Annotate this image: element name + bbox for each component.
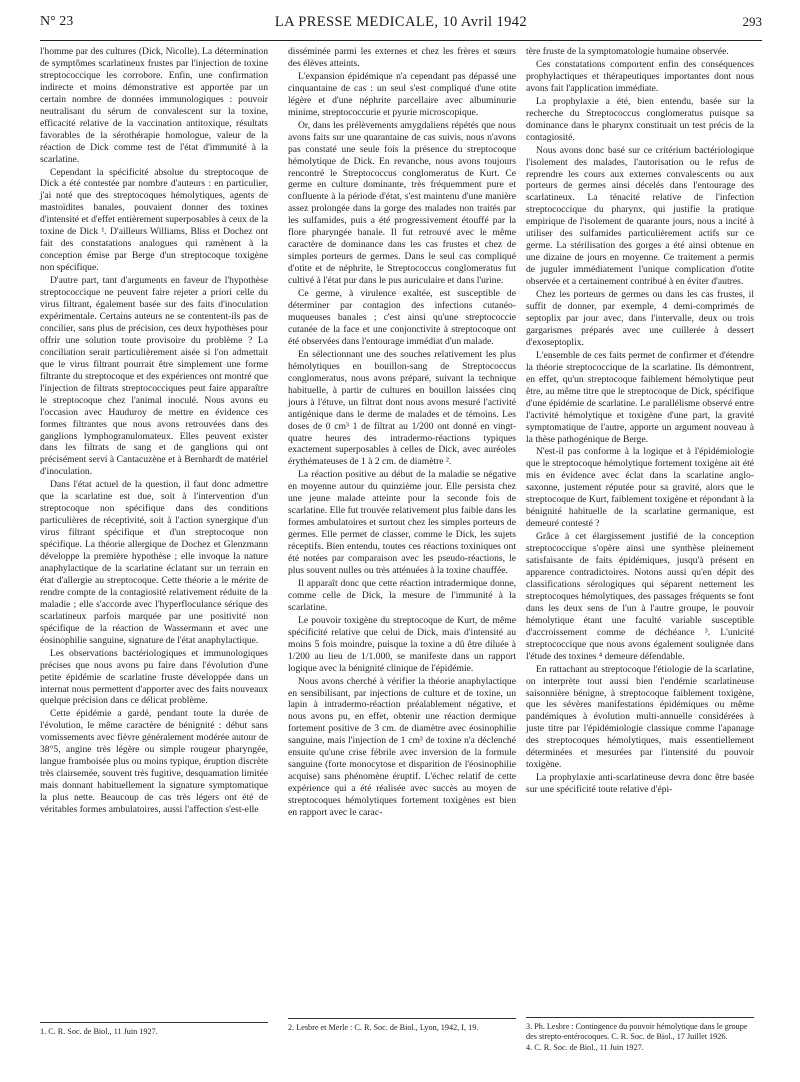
paragraph: En rattachant au streptocoque l'étiologie de la scarlatine, on interprète tout aussi bien l'endémie scarlatineuse saisonnière bénigne, à streptocoque faiblement toxigène, que les sévères manifestations épidémiques ou même pandémiques à évolution multi-annuelle considérées à juste titre par l'épidémiologie classique comme l'apanage des streptocoques hémolytiques, mais essentiellement déterminées et mesurées par l'intensité du pouvoir toxigène. [526,663,754,771]
paragraph: l'homme par des cultures (Dick, Nicolle). La détermination de symptômes scarlatineux frustes par l'injection de toxine streptococcique les corrobore. Enfin, une confirmation indirecte et moins démonstrative est apportée par un certain nombre de données immunologiques : pouvoir neutralisant du sérum de convalescent sur la toxine, efficacité relative de la vaccination antitoxique, résultats favorables de la sérothérapie homologue, valeur de la réaction de Dick comme test de l'état d'immunité à la scarlatine. [40,46,268,165]
footnotes-middle [288,1018,516,1034]
paragraph: En sélectionnant une des souches relativement les plus hémolytiques en bouillon-sang de Streptococcus conglomeratus, nous avons préparé, suivant la technique habituelle, à partir de cultures en bouillon laissées cinq jours à l'étuve, un filtrat dont nous avons mesuré l'activité antigénique dans le derme de malades et de témoins. Les doses de 0 cm³ 1 de filtrat au 1/200 ont donné en vingt-quatre heures des intradermo-réactions typiques exactement superposables à celles de Dick, avec auréoles érythémateuses de 1 à 2 cm. de diamètre ². [288,348,516,468]
footnote: 4. C. R. Soc. de Biol., 11 Juin 1927. [526,1043,644,1052]
paragraph: L'ensemble de ces faits permet de confirmer et d'étendre la théorie streptococcique de la scarlatine. Ils démontrent, en effet, qu'un streptocoque faiblement hémolytique peut être, au même titre que le streptocoque de Dick, spécifique d'une épidémie de scarlatine. Le parallélisme observé entre l'activité hémolytique et toxigène d'une part, la gravité symptomatique de l'autre, apporte un argument nouveau à la thèse pathogénique de Berge. [526,349,754,445]
paragraph: Or, dans les prélèvements amygdaliens répétés que nous avons faits sur une quarantaine de cas suivis, nous n'avons pas constaté une seule fois la présence du streptocoque hémolytique de Dick. En revanche, nous avons toujours rencontré le Streptococcus conglomeratus de Kurt. Ce germe en culture dominante, très fréquemment pure et confluente à la période d'état, s'est maintenu d'une manière assez prolongée dans la gorge des malades non traités par les sulfamides, puis a été progressivement étouffé par la flore pharyngée banale. Il fut retrouvé avec le même caractère de dominance dans les cas frustes et chez de simples porteurs de germes. Dans le seul cas compliqué d'otite et de néphrite, le Streptococcus conglomeratus fut cultivé à l'état pur dans le pus auriculaire et dans l'urine. [288,119,516,287]
text-column-middle [288,46,516,1001]
paragraph: disséminée parmi les externes et chez les frères et sœurs des élèves atteints. [288,46,516,69]
paragraph: D'autre part, tant d'arguments en faveur de l'hypothèse streptococcique ne peuvent faire rejeter a priori celle du virus filtrant, également basée sur des faits d'inoculation expérimentale. Certains auteurs ne se contentent-ils pas de concilier, sans plus de précision, ces deux hypothèses pour offrir une solution toute provisoire du problème ? La conciliation serait particulièrement aisée si l'on admettait que le virus filtrant pourrait être simplement une forme filtrante du streptocoque et des expériences ont montré que l'injection de filtrats streptococciques peut faire apparaître le streptocoque chez l'animal inoculé. Nous avons eu l'occasion avec Hauduroy de mettre en évidence ces formes filtrantes que nous avons retrouvées dans des ganglions lymphogranulomateux. Elles peuvent exister dans les filtrats de sang et de ganglions qui ont précisément servi à Cantacuzène et à Bernhardt de matériel d'inoculation. [40,275,268,478]
footnote: 2. Lesbre et Merle : C. R. Soc. de Biol., Lyon, 1942, I, 19. [288,1023,479,1032]
text-column-right [526,46,754,1001]
paragraph: La prophylaxie anti-scarlatineuse devra donc être basée sur une spécificité toute relative d'épi- [526,772,754,796]
paragraph: La réaction positive au début de la maladie se négative en moyenne autour du quinzième jour. Elle persista chez une jeune malade atteinte pour la seconde fois de scarlatine. Elle fut trouvée relativement plus faible dans les formes ambulatoires et surtout chez les simples porteurs de germes. Elle permet de classer, comme le Dick, les sujets réceptifs. Bien entendu, toutes ces réactions toxiniques ont été notées par comparaison avec les pseudo-réactions, le plus souvent nulles ou très atténuées à la toxine chauffée. [288,469,516,576]
page-header [40,14,762,41]
paragraph: Grâce à cet élargissement justifié de la conception streptococcique s'opère ainsi une synthèse pleinement satisfaisante de faits épidémiques, jusqu'à présent en apparence contradictoires. Notons aussi qu'en dépit des classifications sérologiques qui séparent nettement les streptocoques hémolytiques, des passages fréquents se font dans les deux sens de l'un à l'autre groupe, le pouvoir hémolytique étant une faculté variable susceptible d'accroissement comme de déchéance ³. L'unicité streptococcique que nous avons également soulignée dans l'étude des toxines ⁴ demeure défendable. [526,531,754,662]
text-column-left [40,46,268,1001]
footnotes-left [40,1022,268,1038]
paragraph: Dans l'état actuel de la question, il faut donc admettre que la scarlatine est due, soit à l'intervention d'un streptocoque non spécifique dans des conditions particulières de réceptivité, soit à l'action synergique d'un virus filtrant spécifique et d'un streptocoque non spécifique. La théorie allergique de Dochez et Glenzmann développe la première hypothèse ; elle invoque la nature anaphylactique de la scarlatine éclatant sur un terrain en état d'allergie au streptocoque. Cette théorie a le mérite de rendre compte de la contagiosité relativement réduite de la maladie ; elle s'accorde avec l'hyperfloculance sérique des scarlatineux parfois marquée par une positivité non spécifique de la réaction de Wassermann et avec une éosinophilie sanguine, signature de l'état anaphylactique. [40,479,268,646]
page-number: 293 [742,14,762,29]
paragraph: Ce germe, à virulence exaltée, est susceptible de déterminer par contagion des infections cutanéo-muqueuses banales ; c'est ainsi qu'une streptococcie cutanée de la face et une conjonctivite à streptocoque ont été observées dans l'entourage immédiat d'un malade. [288,288,516,347]
paragraph: La prophylaxie a été, bien entendu, basée sur la recherche du Streptococcus conglomeratus puisque sa dominance dans le pharynx constituait un test précis de la contagiosité. [526,95,754,143]
footnotes-right [526,1017,754,1054]
footnote: 3. Ph. Lesbre : Contingence du pouvoir hémolytique dans le groupe des strepto-entérocoques. C. R. Soc. de Biol., 17 Juillet 1926. [526,1022,748,1041]
paragraph: tère fruste de la symptomatologie humaine observée. [526,46,729,57]
issue-number: N° 23 [40,14,74,29]
paragraph: Il apparaît donc que cette réaction intradermique donne, comme celle de Dick, la mesure de l'immunité à la scarlatine. [288,577,516,613]
paragraph: Cependant la spécificité absolue du streptocoque de Dick a été contestée par nombre d'auteurs : en particulier, j'ai noté que des streptocoques hémolytiques, agents de mastoïdites banales, pouvaient donner des toxines d'intensité et d'effet entièrement superposables à ceux de la toxine de Dick ¹. D'ailleurs Williams, Bliss et Dochez ont fait des constatations analogues qui ramènent à la conception émise par Berge d'un streptocoque toxigène non spécifique. [40,166,268,274]
paragraph: Nous avons cherché à vérifier la théorie anaphylactique en sensibilisant, par injections de culture et de toxine, un lapin à intradermo-réaction préalablement négative, et nous avons pu, en effet, obtenir une réaction dermique fortement positive de 3 cm. de diamètre avec éosinophilie sanguine, mais l'injection de 1 cm³ de toxine n'a déclenché ensuite qu'une crise fébrile avec inversion de la formule sanguine (forte monocytose et disparition de l'éosinophilie acquise) sans phénomène éruptif. L'échec relatif de cette expérience qui a été réalisée avec succès au moyen de streptocoques hémolytiques fortement toxigènes est bien en rapport avec le carac- [288,675,516,819]
paragraph: Nous avons donc basé sur ce critérium bactériologique l'isolement des malades, l'autorisation ou le refus de reprendre les cours aux externes convalescents ou aux porteurs de germes ainsi décelés dans l'entourage des scarlatineux. La ténacité relative de l'infection streptococcique du pharynx, qui justifie la pratique empirique de l'isolement de quarante jours, nous a incité à utiliser des sulfamides particulièrement actifs sur ce germe. La stérilisation des gorges a été ainsi obtenue en une dizaine de jours en moyenne. Ce traitement a permis de juguler immédiatement l'unique complication d'otite observée et a certainement contribué à en éviter d'autres. [526,144,754,288]
paragraph: Les observations bactériologiques et immunologiques précises que nous avons pu faire dans l'évolution d'une petite épidémie de scarlatine fruste développée dans un internat nous permettent d'apporter avec des faits nouveaux quelque précision dans ce délicat problème. [40,647,268,707]
paragraph: L'expansion épidémique n'a cependant pas dépassé une cinquantaine de cas : un seul s'est compliqué d'une otite légère et d'une néphrite parcellaire avec albuminurie minime, streptococcurie et pyurie microscopique. [288,70,516,118]
paragraph: Cette épidémie a gardé, pendant toute la durée de l'évolution, le même caractère de bénignité : début sans vomissements avec fièvre généralement modérée autour de 38°5, angine très légère ou simple rougeur pharyngée, langue framboisée plus ou moins typique, éruption discrète très clairsemée, souvent très fugitive, desquamation limitée mais donnant habituellement la signature symptomatique la plus nette. Beaucoup de cas très légers ont été de véritables formes ambulatoires, aussi l'affection s'est-elle [40,708,268,816]
paragraph: Le pouvoir toxigène du streptocoque de Kurt, de même spécificité relative que celui de Dick, mais d'intensité au moins 5 fois moindre, puisque la toxine a dû être diluée à 1/200 au lieu de 1/1.000, se manifeste dans un rapport logique avec la bénignité clinique de l'épidémie. [288,614,516,674]
footnote: 1. C. R. Soc. de Biol., 11 Juin 1927. [40,1027,158,1036]
paragraph: N'est-il pas conforme à la logique et à l'épidémiologie que le streptocoque hémolytique fortement toxigène ait été mis en évidence avec éclat dans la scarlatine anglo-saxonne, justement réputée pour sa gravité, alors que le streptocoque de Kurt, faiblement toxigène et répondant à la bénignité habituelle de la scarlatine germanique, est demeuré contesté ? [526,446,754,530]
paragraph: Ces constatations comportent enfin des conséquences prophylactiques et thérapeutiques importantes dont nous avons fait l'application immédiate. [526,58,754,94]
journal-title: LA PRESSE MEDICALE, 10 Avril 1942 [274,14,528,30]
paragraph: Chez les porteurs de germes ou dans les cas frustes, il suffit de donner, par exemple, 4 demi-comprimés de septoplix par jour avec, dans l'intervalle, deux ou trois gargarismes préparés avec une cuillerée à dessert d'exoseptoplix. [526,289,754,348]
